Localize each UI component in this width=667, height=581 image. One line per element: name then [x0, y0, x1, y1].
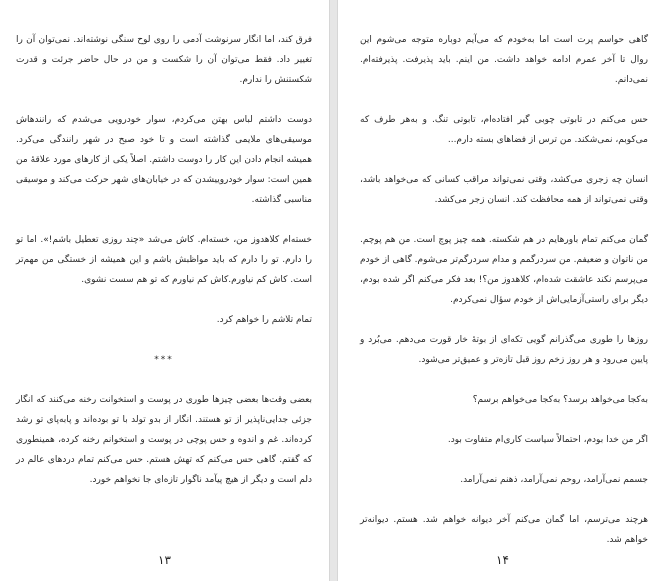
- paragraph: هرچند می‌ترسم، اما گمان می‌کنم آخر دیوانه خواهم شد. هستم. دیوانه‌تر خواهم شد.: [360, 515, 648, 545]
- right-page-text: [360, 30, 648, 570]
- page-number: ۱۴: [496, 553, 509, 567]
- paragraph: خسته‌ام کلاهدوز من، خسته‌ام. کاش می‌شد «چند روزی تعطیل باشم!». اما تو را دارم. تو را دارم که باید مواظبش باشم و این همیشه از خستگی من مهم‌تر است. کاش کم نیاورم.کاش کم نیاورم که تو هم سست نشوی.: [16, 235, 312, 285]
- paragraph: تمام تلاشم را خواهم کرد.: [216, 315, 312, 325]
- paragraph: دوست داشتم لباس بهتن می‌کردم، سوار خودرویی می‌شدم که رانندهاش موسیقی‌های ملایمی گذاشته است و تا خود صبح در شهر رانندگی می‌کرد. همیشه انجام دادن این کار را دوست داشتم. اصلاً یکی از کارهای مورد علاقهٔ من همین است: سوار خودروییشدن که در خیابان‌های شهر حرکت می‌کند و موسیقی مناسبی گذاشته.: [16, 115, 312, 205]
- paragraph: بعضی وقت‌ها بعضی چیزها طوری در پوست و استخوانت رخنه می‌کنند که انگار جزئی جدایی‌ناپذیر از تو هستند. انگار از بدو تولد با تو بوده‌اند و پابه‌پای تو رشد کرده‌اند. غم و اندوه و حس پوچی در پوست و استخوانم رخنه کرده، همینطوری که گفتم. گاهی حس می‌کنم که تهش هستم. حس می‌کنم تمام دردهای عالم در دلم است و دیگر از هیچ پیآمد ناگوار تازه‌ای جا نخواهم خورد.: [16, 395, 312, 485]
- paragraph: حس می‌کنم در تابوتی چوبی گیر افتاده‌ام، تابوتی تنگ. و به‌هر طرف که می‌کوبم، نمی‌شکند. من ترس از فضاهای بسته دارم...: [360, 115, 648, 145]
- paragraph: گمان می‌کنم تمام باورهایم در هم شکسته. همه چیز پوچ است. من هم پوچم. من ناتوان و ضعیفم. من سردرگمم و مدام سردرگم‌تر می‌شوم. گاهی از خودم می‌پرسم نکند عاشقت شده‌ام، کلاهدوز من؟! بعد فکر می‌کنم اگر شده بودم، دیگر برای راستی‌آزمایی‌اش از خودم سؤال نمی‌کردم.: [360, 235, 648, 305]
- paragraph: اگر من خدا بودم، احتمالاً سیاست کاری‌ام متفاوت بود.: [447, 435, 648, 445]
- page-number: ۱۳: [158, 553, 171, 567]
- left-page-text: [16, 30, 312, 510]
- paragraph: جسمم نمی‌آرامد، روحم نمی‌آرامد، ذهنم نمی‌آرامد.: [460, 475, 648, 485]
- left-page: [0, 0, 330, 581]
- paragraph: به‌کجا می‌خواهد برسد؟ به‌کجا می‌خواهم برسم؟: [472, 395, 648, 405]
- section-separator: ***: [154, 355, 174, 365]
- right-page: [337, 0, 667, 581]
- paragraph: روزها را طوری می‌گذرانم گویی تکه‌ای از بوتهٔ خار قورت می‌دهم. می‌بُرد و پایین می‌رود و هر روز زخم روز قبل تازه‌تر و عمیق‌تر می‌شود.: [360, 335, 648, 365]
- paragraph: گاهی حواسم پرت است اما به‌خودم که می‌آیم دوباره متوجه می‌شوم این روال تا آخر عمرم ادامه خواهد داشت. من اینم. باید پذیرفت. پذیرفته‌ام. نمی‌دانم.: [360, 35, 648, 85]
- paragraph: فرق کند، اما انگار سرنوشت آدمی را روی لوح سنگی نوشته‌اند. نمی‌توان آن را تغییر داد. فقط می‌توان آن را شکست و من در حال حاضر جرئت و قدرت شکستنش را ندارم.: [16, 35, 312, 85]
- paragraph: انسان چه زجری می‌کشد، وقتی نمی‌تواند مراقب کسانی که می‌خواهد باشد، وقتی نمی‌تواند از همه محافظت کند. انسان زجر می‌کشد.: [360, 175, 648, 205]
